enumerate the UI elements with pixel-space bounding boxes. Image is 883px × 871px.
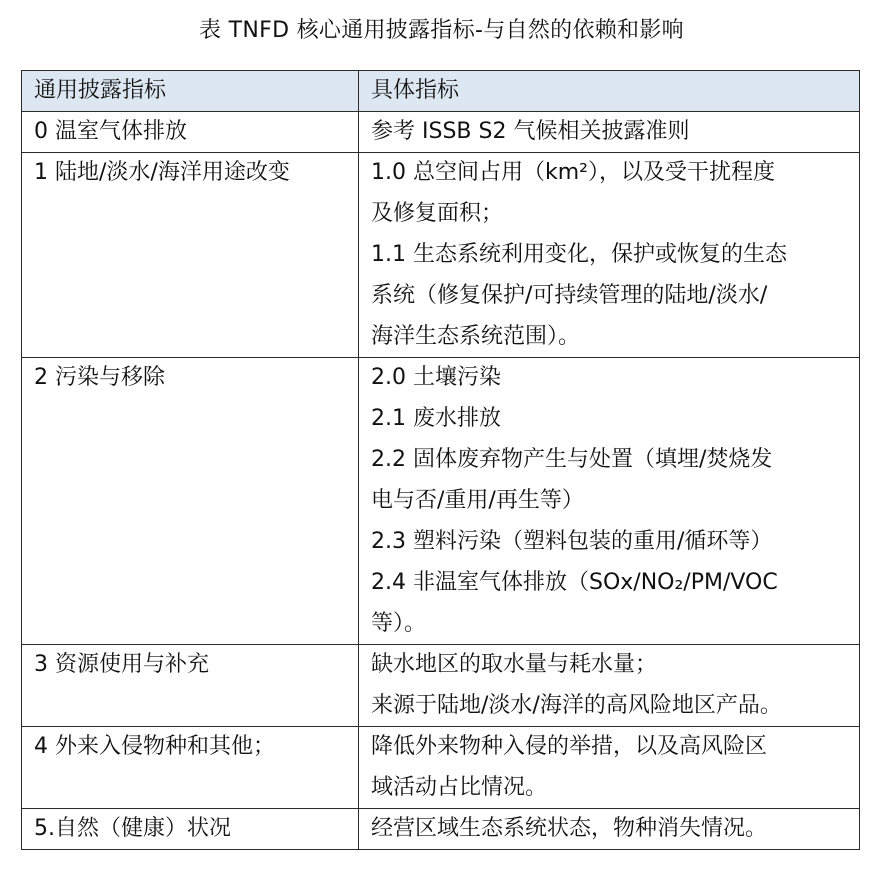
specific-metric-line: 2.4 非温室气体排放（SOx/NO₂/PM/VOC <box>371 570 778 595</box>
table-header <box>22 71 860 112</box>
specific-metric-line: 经营区域生态系统状态，物种消失情况。 <box>371 816 768 841</box>
table-row <box>22 358 860 645</box>
specific-metric-line: 系统（修复保护/可持续管理的陆地/淡水/ <box>371 283 768 308</box>
specific-metric-line: 参考 ISSB S2 气候相关披露准则 <box>371 119 690 144</box>
specific-metric-line: 1.0 总空间占用（km²），以及受干扰程度 <box>371 160 775 185</box>
header-row <box>22 71 860 112</box>
specific-metric-line: 及修复面积； <box>371 201 504 226</box>
specific-metric-line: 2.0 土壤污染 <box>371 365 501 390</box>
general-metric-cell <box>22 809 359 850</box>
header-general-metric: 通用披露指标 <box>22 71 359 112</box>
specific-metric-cell <box>359 809 860 850</box>
general-metric-cell <box>22 645 359 727</box>
general-metric-label: 0 温室气体排放 <box>34 119 187 144</box>
specific-metric-line: 1.1 生态系统利用变化，保护或恢复的生态 <box>371 242 787 267</box>
general-metric-label: 1 陆地/淡水/海洋用途改变 <box>34 160 290 185</box>
specific-metric-line: 来源于陆地/淡水/海洋的高风险地区产品。 <box>371 693 782 718</box>
specific-metric-cell <box>359 727 860 809</box>
specific-metric-cell <box>359 358 860 645</box>
tnfd-disclosure-table <box>21 70 860 850</box>
general-metric-cell <box>22 727 359 809</box>
general-metric-label: 4 外来入侵物种和其他； <box>34 734 275 759</box>
specific-metric-line: 电与否/重用/再生等） <box>371 488 584 513</box>
general-metric-cell <box>22 153 359 358</box>
specific-metric-line: 海洋生态系统范围）。 <box>371 324 581 349</box>
specific-metric-line: 等）。 <box>371 611 427 636</box>
specific-metric-cell <box>359 112 860 153</box>
specific-metric-line: 2.2 固体废弃物产生与处置（填埋/焚烧发 <box>371 447 773 472</box>
general-metric-cell <box>22 112 359 153</box>
table-row <box>22 112 860 153</box>
general-metric-label: 3 资源使用与补充 <box>34 652 209 677</box>
table-body <box>22 112 860 850</box>
specific-metric-line: 缺水地区的取水量与耗水量； <box>371 652 658 677</box>
general-metric-label: 5.自然（健康）状况 <box>34 816 231 841</box>
specific-metric-line: 降低外来物种入侵的举措，以及高风险区 <box>371 734 768 759</box>
specific-metric-line: 2.1 废水排放 <box>371 406 501 431</box>
table-row <box>22 809 860 850</box>
table-row <box>22 645 860 727</box>
specific-metric-cell <box>359 153 860 358</box>
table-caption: 表 TNFD 核心通用披露指标-与自然的依赖和影响 <box>199 18 684 43</box>
general-metric-cell <box>22 358 359 645</box>
specific-metric-line: 2.3 塑料污染（塑料包装的重用/循环等） <box>371 529 773 554</box>
header-specific-metric: 具体指标 <box>359 71 860 112</box>
specific-metric-line: 域活动占比情况。 <box>371 775 548 800</box>
table-row <box>22 153 860 358</box>
general-metric-label: 2 污染与移除 <box>34 365 165 390</box>
table-row <box>22 727 860 809</box>
specific-metric-cell <box>359 645 860 727</box>
